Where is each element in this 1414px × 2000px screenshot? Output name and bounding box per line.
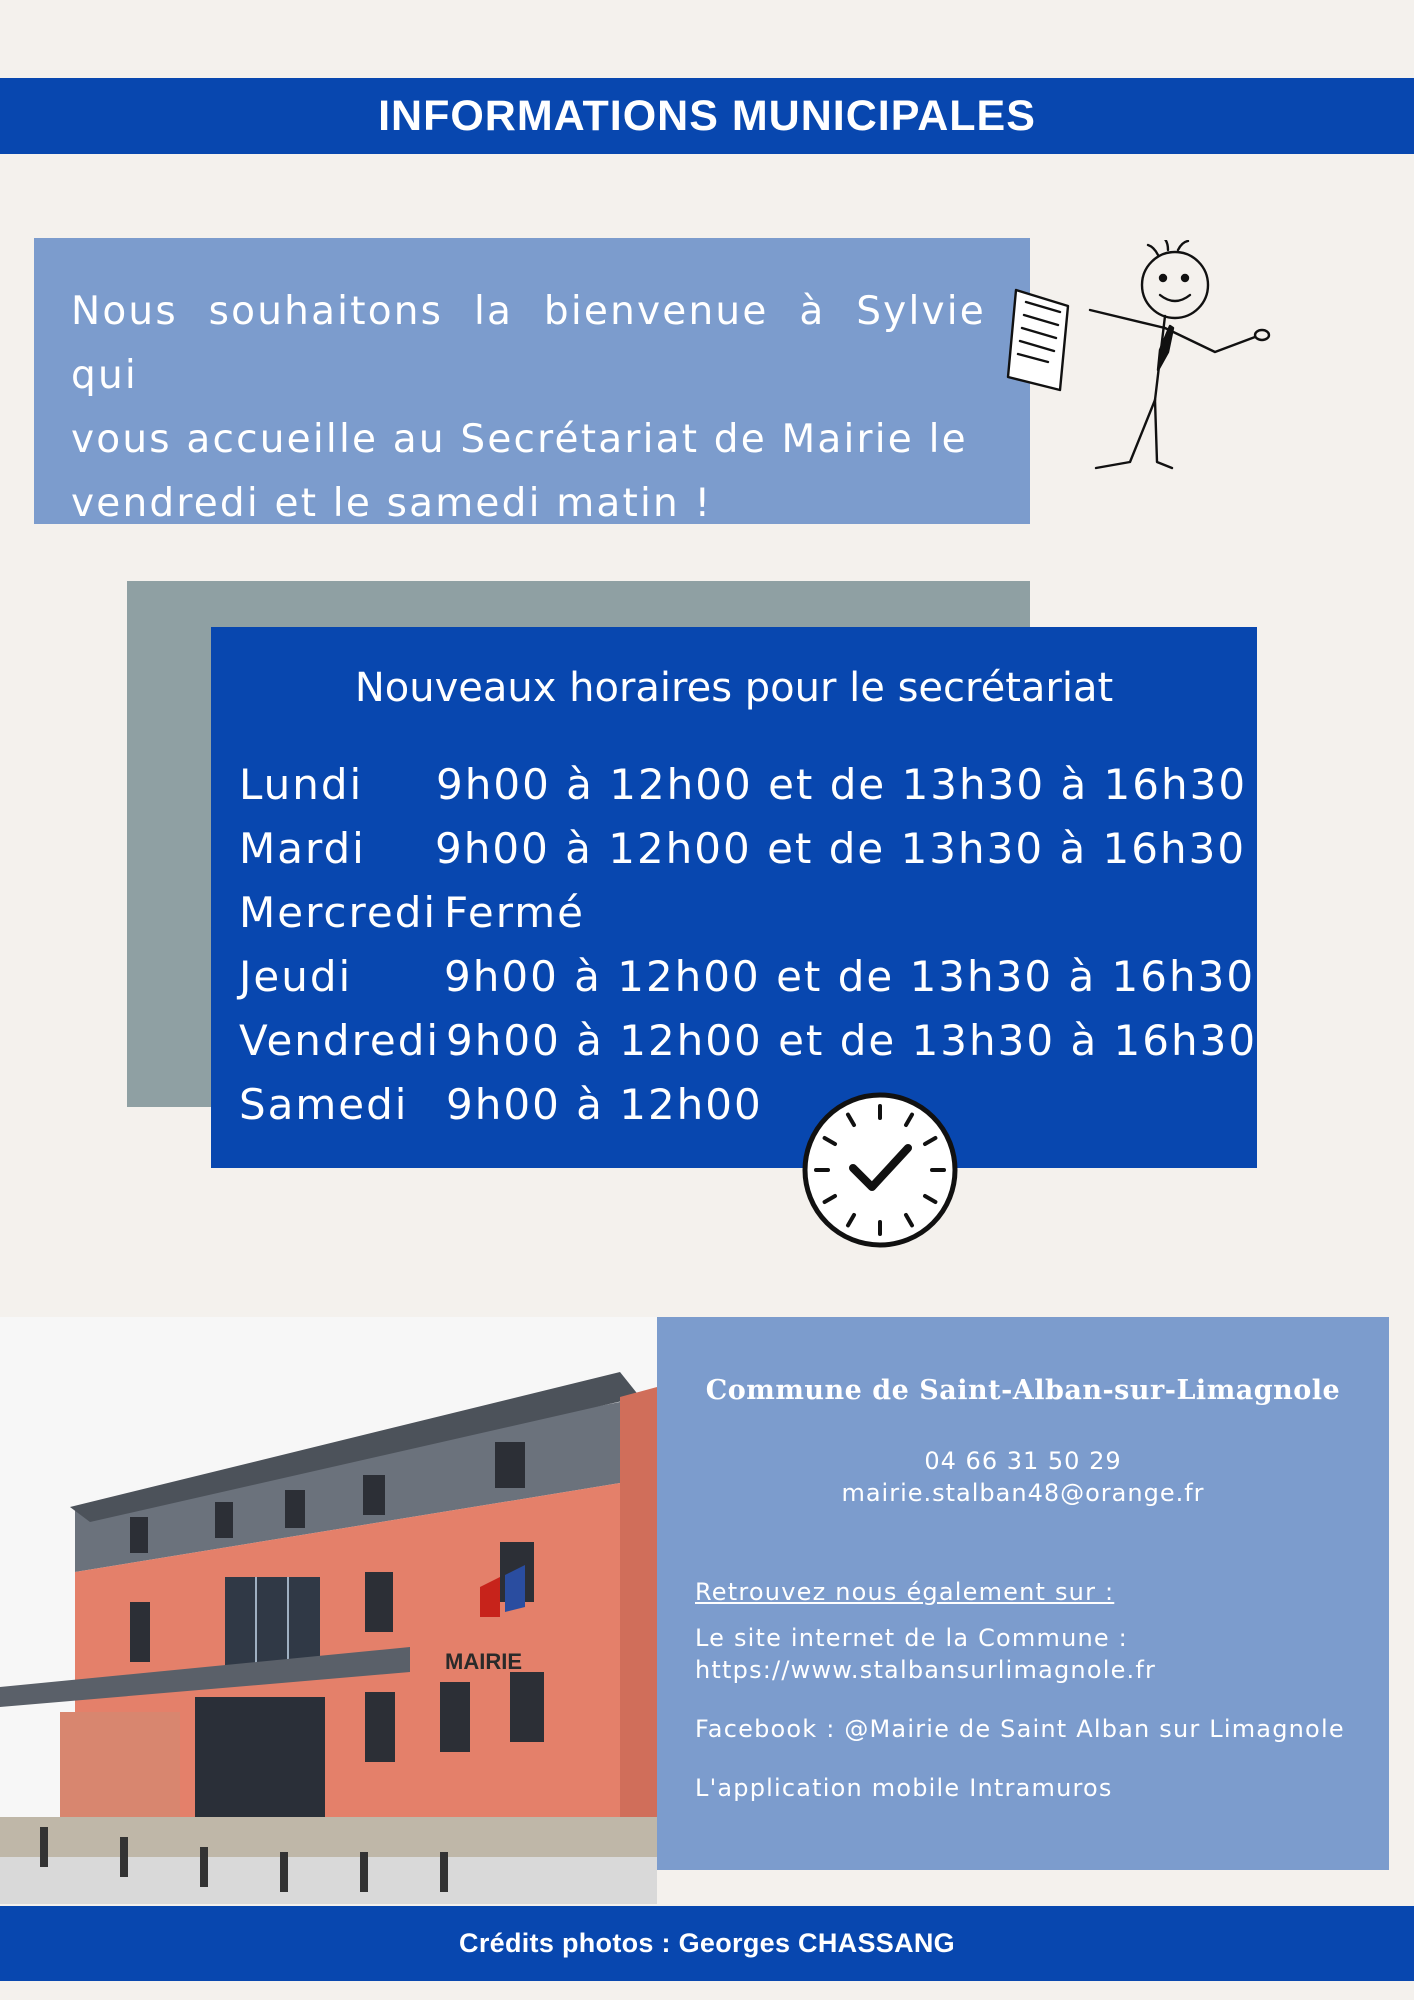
hours-row-jeudi bbox=[239, 944, 1257, 1008]
hours-row-mercredi bbox=[239, 880, 1257, 944]
day-label: Mercredi bbox=[239, 887, 438, 937]
header-band bbox=[0, 78, 1414, 154]
stick-figure-illustration bbox=[1000, 240, 1290, 540]
time-label: 9h00 à 12h00 et de 13h30 à 16h30 bbox=[436, 759, 1248, 809]
photo-credits: Crédits photos : Georges CHASSANG bbox=[459, 1928, 955, 1958]
contact-box bbox=[657, 1317, 1389, 1870]
hours-title: Nouveaux horaires pour le secrétariat bbox=[354, 665, 1114, 711]
time-label: 9h00 à 12h00 bbox=[446, 1079, 763, 1129]
day-label: Vendredi bbox=[239, 1015, 441, 1065]
hours-row-mardi bbox=[239, 816, 1257, 880]
page-title: INFORMATIONS MUNICIPALES bbox=[378, 91, 1036, 140]
time-label: 9h00 à 12h00 et de 13h30 à 16h30 bbox=[446, 1015, 1258, 1065]
website-url: https://www.stalbansurlimagnole.fr bbox=[695, 1656, 1157, 1684]
mobile-app-info: L'application mobile Intramuros bbox=[695, 1774, 1113, 1802]
footer-band bbox=[0, 1906, 1414, 1981]
welcome-box bbox=[34, 238, 1030, 524]
mairie-building-photo bbox=[0, 1317, 657, 1904]
welcome-line-2: vous accueille au Secrétariat de Mairie le bbox=[71, 417, 968, 462]
welcome-message bbox=[71, 280, 986, 536]
hours-list bbox=[239, 752, 1257, 1136]
commune-name: Commune de Saint-Alban-sur-Limagnole bbox=[705, 1375, 1341, 1406]
hours-row-vendredi bbox=[239, 1008, 1257, 1072]
time-label: Fermé bbox=[444, 887, 585, 937]
find-us-heading: Retrouvez nous également sur : bbox=[695, 1578, 1115, 1606]
hours-row-samedi bbox=[239, 1072, 1257, 1136]
phone-number: 04 66 31 50 29 bbox=[924, 1447, 1122, 1475]
welcome-line-1: Nous souhaitons la bienvenue à Sylvie qui bbox=[71, 289, 986, 398]
hours-row-lundi bbox=[239, 752, 1257, 816]
time-label: 9h00 à 12h00 et de 13h30 à 16h30 bbox=[444, 951, 1256, 1001]
hours-box bbox=[211, 627, 1257, 1168]
time-label: 9h00 à 12h00 et de 13h30 à 16h30 bbox=[435, 823, 1247, 873]
website-label: Le site internet de la Commune : bbox=[695, 1624, 1128, 1652]
day-label: Jeudi bbox=[239, 951, 353, 1001]
clock-check-icon bbox=[800, 1090, 960, 1250]
day-label: Mardi bbox=[239, 823, 366, 873]
welcome-line-3: vendredi et le samedi matin ! bbox=[71, 481, 713, 526]
email-address: mairie.stalban48@orange.fr bbox=[841, 1479, 1205, 1507]
day-label: Samedi bbox=[239, 1079, 409, 1129]
mairie-sign-text: MAIRIE bbox=[445, 1649, 522, 1674]
facebook-info: Facebook : @Mairie de Saint Alban sur Limagnole bbox=[695, 1715, 1345, 1743]
day-label: Lundi bbox=[239, 759, 364, 809]
